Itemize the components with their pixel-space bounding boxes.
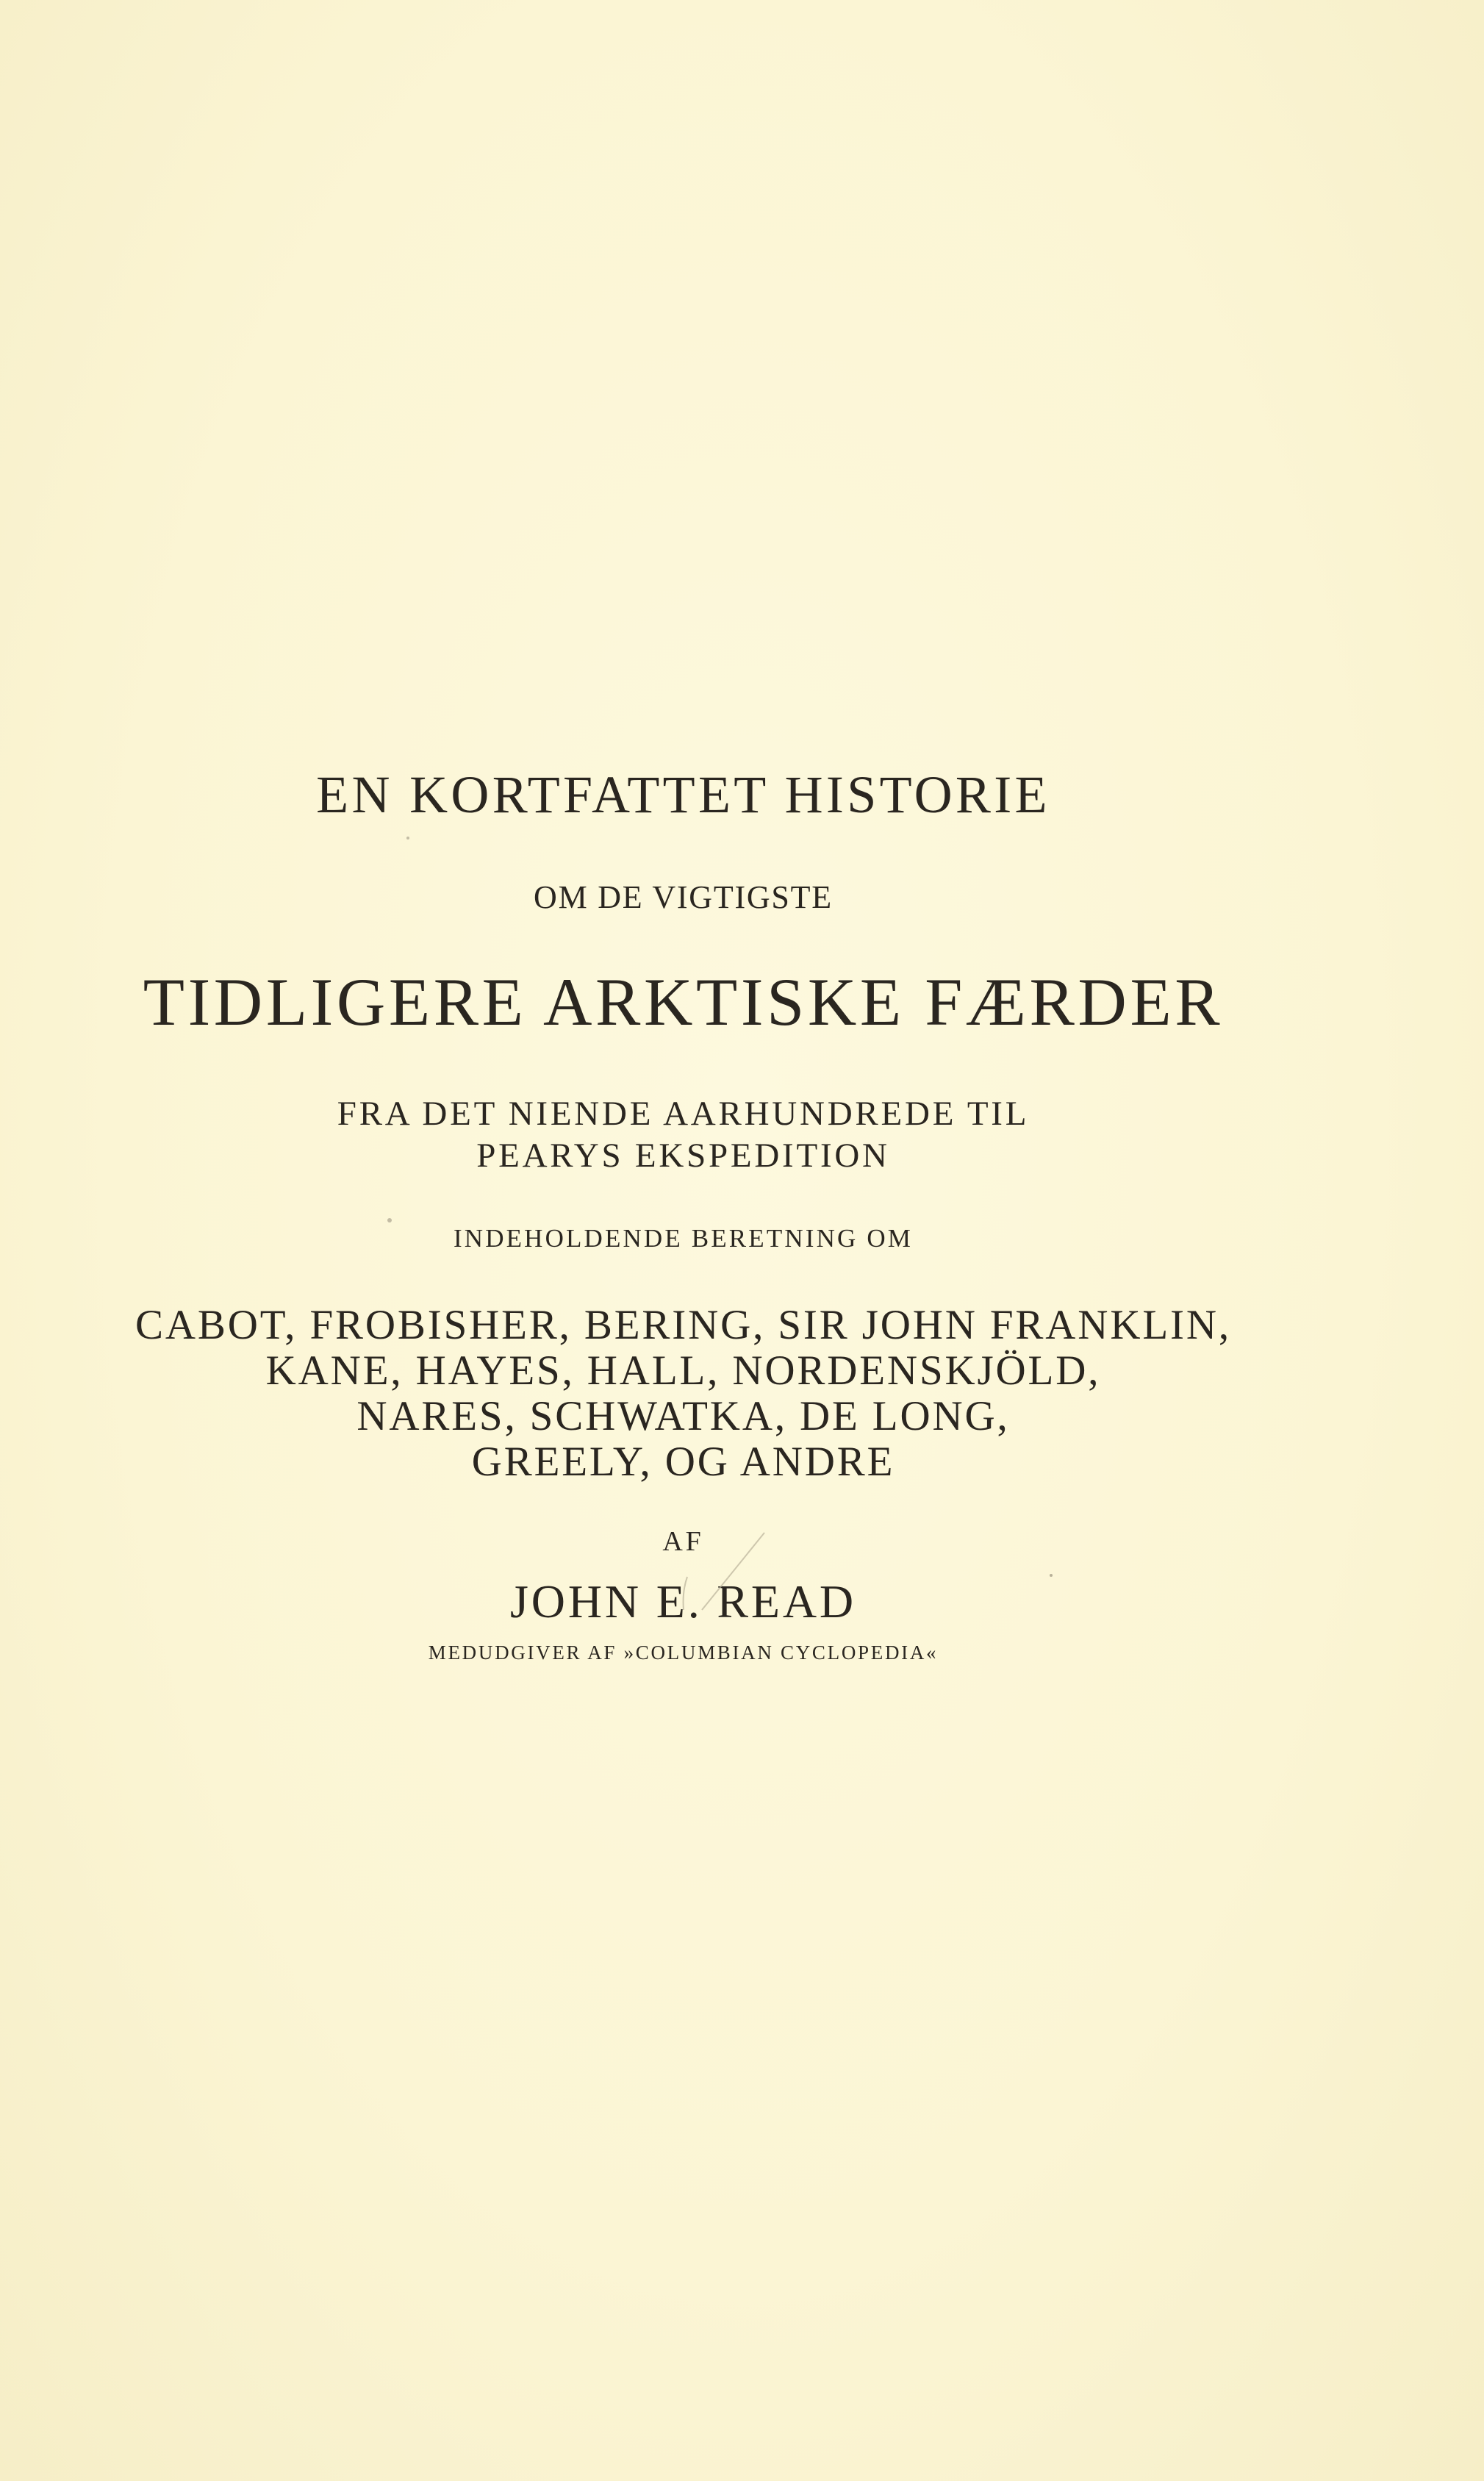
title-line-2: OM DE VIGTIGSTE (534, 879, 833, 915)
title-line-1: EN KORTFATTET HISTORIE (316, 765, 1050, 824)
names-line-2: KANE, HAYES, HALL, NORDENSKJÖLD, (265, 1347, 1101, 1394)
author-note: MEDUDGIVER AF »COLUMBIAN CYCLOPEDIA« (428, 1642, 939, 1664)
names-line-4: GREELY, OG ANDRE (471, 1439, 895, 1485)
by-label: AF (662, 1526, 704, 1557)
names-line-1: CABOT, FROBISHER, BERING, SIR JOHN FRANKLIN, (135, 1302, 1231, 1348)
author-name: JOHN E. READ (510, 1575, 856, 1628)
contents-intro: INDEHOLDENDE BERETNING OM (453, 1224, 914, 1253)
names-line-3: NARES, SCHWATKA, DE LONG, (356, 1393, 1010, 1439)
subtitle-line-1: FRA DET NIENDE AARHUNDREDE TIL (337, 1095, 1030, 1133)
main-title: TIDLIGERE ARKTISKE FÆRDER (143, 964, 1224, 1039)
subtitle-line-2: PEARYS EKSPEDITION (476, 1136, 890, 1175)
